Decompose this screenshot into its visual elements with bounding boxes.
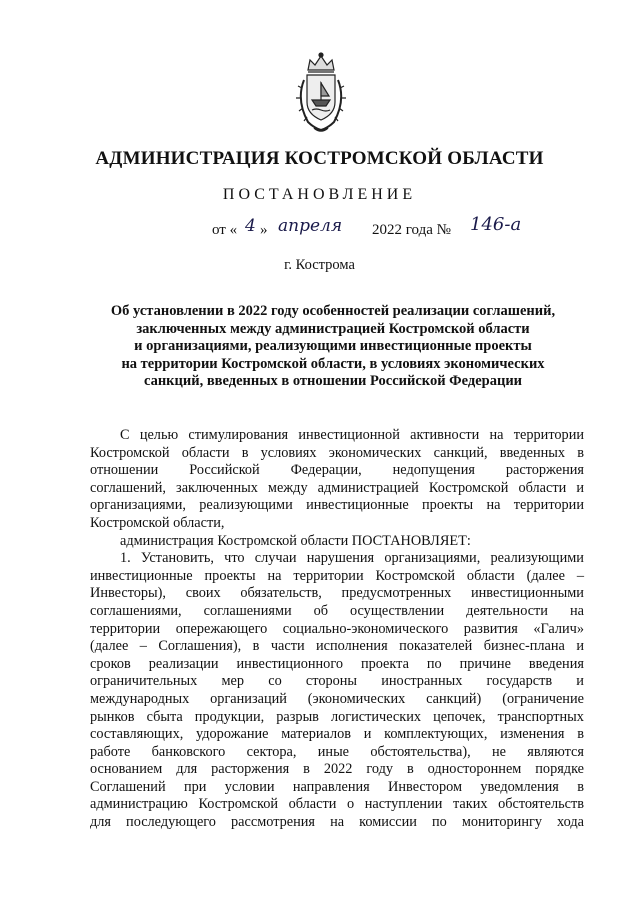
body-word: (далее	[526, 567, 565, 584]
body-line	[90, 744, 584, 762]
body-word: уведомления	[480, 778, 559, 795]
body-line	[90, 550, 584, 568]
body-line	[90, 691, 584, 709]
body-word: ограничительных	[90, 673, 198, 690]
body-word: хода	[557, 814, 584, 831]
body-word: со	[268, 673, 282, 690]
body-line	[90, 656, 584, 674]
body-line	[90, 709, 584, 727]
body-word: банковского	[151, 743, 226, 760]
body-word: Соглашений	[90, 778, 166, 795]
body-word: обязательств,	[240, 585, 322, 602]
body-word: по	[431, 814, 447, 831]
body-line	[90, 779, 584, 797]
body-word: на	[330, 814, 345, 831]
body-word: 2022	[323, 761, 353, 778]
body-word: наступлении	[364, 796, 443, 813]
body-word: комплектующих,	[384, 726, 488, 743]
body-word: Инвесторы),	[90, 585, 166, 602]
body-word: и	[363, 726, 372, 743]
body-word: организациями,	[384, 550, 481, 567]
title-line: и организациями, реализующими инвестиционные проекты	[134, 338, 532, 355]
body-word: на	[486, 497, 501, 514]
body-word: соглашений,	[90, 479, 166, 496]
date-quote-close: »	[260, 222, 268, 238]
body-word: таких	[452, 796, 488, 813]
date-month-handwritten: апреля	[278, 216, 343, 236]
body-word: развития	[463, 620, 518, 637]
body-word: части	[270, 638, 305, 655]
body-word: инвестиционные	[90, 567, 193, 584]
body-word: и	[576, 673, 584, 690]
body-line	[90, 533, 584, 551]
body-word: проекты	[422, 497, 474, 514]
body-word: для	[90, 814, 111, 831]
date-day-handwritten: 4	[245, 216, 256, 236]
body-word: транспортных	[497, 708, 584, 725]
body-word: С	[120, 427, 130, 443]
body-word: соглашениями	[203, 602, 292, 619]
title-line: заключенных между администрацией Костромской области	[136, 320, 530, 337]
body-word: последующего	[126, 814, 216, 831]
body-word: 1.	[120, 550, 131, 567]
body-word: введения	[528, 655, 584, 672]
body-word: –	[139, 638, 147, 655]
body-word: Федерации,	[290, 462, 362, 479]
body-line	[90, 568, 584, 586]
body-word: о	[347, 796, 355, 813]
city: г. Кострома	[284, 257, 355, 273]
title-line: Об установлении в 2022 году особенностей реализации соглашений,	[110, 303, 556, 319]
body-word: одностороннем	[427, 761, 522, 778]
body-word: администрацию	[90, 796, 188, 813]
body-line	[90, 585, 584, 603]
body-word: деятельности	[466, 602, 548, 619]
body-word: мониторингу	[461, 814, 542, 831]
document-number-handwritten: 146-а	[470, 214, 522, 235]
body-word: условии	[224, 778, 275, 795]
body-word: заключенных	[176, 479, 258, 496]
body-word: Костромской	[198, 796, 279, 813]
body-line	[90, 726, 584, 744]
body-word: являются	[527, 743, 584, 760]
body-word: обстоятельств	[498, 796, 584, 813]
body-line	[90, 796, 584, 814]
body-word: случаи	[254, 550, 297, 567]
body-word: территории	[513, 427, 584, 443]
body-word: Соглашения),	[158, 638, 242, 655]
body-word: реализации	[148, 655, 219, 672]
date-prefix: от «	[212, 222, 238, 238]
body-word: области	[466, 567, 515, 584]
body-word: обстоятельства),	[370, 743, 471, 760]
body-line	[90, 515, 584, 533]
body-word: расторжения	[505, 462, 584, 479]
body-word: в	[303, 761, 310, 778]
body-word: инвестиционными	[470, 585, 584, 602]
body-word: мер	[221, 673, 245, 690]
body-word: своих	[185, 585, 221, 602]
body-word: сектора,	[246, 743, 297, 760]
body-word: Костромской	[90, 444, 170, 461]
body-word: году	[366, 761, 394, 778]
body-word: государств	[486, 673, 553, 690]
body-word: (ограничение	[502, 690, 584, 707]
body-word: инвестиционного	[236, 655, 343, 672]
body-word: рассмотрения	[231, 814, 316, 831]
body-word: целью	[139, 427, 179, 443]
body-word: между	[267, 479, 308, 496]
body-word: проекты	[204, 567, 256, 584]
body-word: проекта	[360, 655, 409, 672]
body-word: соглашениями,	[90, 602, 182, 619]
body-word: инвестиционной	[298, 427, 400, 443]
body-word: стимулирования	[188, 427, 289, 443]
body-word: (экономических	[307, 690, 406, 707]
body-word: причине	[459, 655, 511, 672]
body-line	[90, 621, 584, 639]
body-word: и	[576, 638, 584, 655]
body-word: для	[176, 761, 198, 778]
body-word: предусмотренных	[341, 585, 452, 602]
body-line	[90, 761, 584, 779]
body-word: территории	[293, 567, 364, 584]
coat-of-arms-emblem	[294, 52, 348, 134]
body-line	[90, 462, 584, 480]
body-word: экономических	[328, 444, 422, 461]
body-word: изменения	[500, 726, 565, 743]
body-line	[90, 427, 584, 445]
body-word: составляющих,	[90, 726, 184, 743]
date-number-line	[212, 214, 572, 244]
body-word: территории	[513, 497, 584, 514]
title-line: на территории Костромской области, в условиях экономических	[121, 355, 545, 372]
body-word: расторжения	[211, 761, 290, 778]
body-word: по	[426, 655, 442, 672]
body-word: социально-экономического	[282, 620, 449, 637]
body-line	[90, 814, 584, 832]
body-word: комиссии	[359, 814, 417, 831]
body-text: Костромской области,	[90, 514, 225, 531]
body-word: удорожание	[196, 726, 269, 743]
body-word: нарушения	[306, 550, 375, 567]
body-word: опережающего	[175, 620, 268, 637]
body-word: в	[577, 778, 584, 795]
body-line	[90, 480, 584, 498]
body-word: материалов	[281, 726, 352, 743]
document-type: ПОСТАНОВЛЕНИЕ	[222, 186, 417, 203]
body-word: сроков	[90, 655, 131, 672]
body-word: в	[577, 726, 584, 743]
body-word: и	[576, 479, 584, 496]
body-word: Костромской	[428, 479, 509, 496]
body-word: работе	[90, 743, 131, 760]
body-word: иностранных	[381, 673, 463, 690]
body-word: на	[569, 602, 584, 619]
body-word: инвестиционные	[306, 497, 409, 514]
body-word: Установить,	[140, 550, 214, 567]
body-word: недопущения	[392, 462, 475, 479]
date-year-number-label: 2022 года №	[372, 222, 451, 238]
body-word: области	[181, 444, 230, 461]
title-line: санкций, введенных в отношении Российской Федерации	[143, 373, 523, 390]
body-line	[90, 497, 584, 515]
body-word: в	[577, 444, 584, 461]
body-word: рынков	[90, 708, 135, 725]
body-word: санкций)	[426, 690, 482, 707]
body-text: администрация Костромской области ПОСТАНОВЛЯЕТ:	[120, 532, 471, 549]
body-word: условиях	[260, 444, 317, 461]
body-word: на	[267, 567, 282, 584]
body-word: активности	[410, 427, 480, 443]
body-word: логистических	[330, 708, 422, 725]
body-word: цепочек,	[433, 708, 486, 725]
body-word: исполнения	[316, 638, 388, 655]
body-word: области	[518, 479, 567, 496]
body-word: разрыв	[276, 708, 319, 725]
body-word: организаций	[210, 690, 287, 707]
body-word: продукции,	[194, 708, 265, 725]
organization-name: АДМИНИСТРАЦИЯ КОСТРОМСКОЙ ОБЛАСТИ	[95, 148, 544, 169]
body-word: –	[576, 567, 584, 584]
document-body	[90, 427, 584, 832]
body-word: сбыта	[146, 708, 183, 725]
body-word: «Галич»	[533, 620, 584, 637]
body-word: об	[313, 602, 329, 619]
body-word: порядке	[535, 761, 584, 778]
body-word: организациями,	[90, 497, 186, 514]
body-word: санкций,	[433, 444, 488, 461]
body-word: реализующими	[490, 550, 584, 567]
body-word: реализующими	[199, 497, 293, 514]
body-line	[90, 445, 584, 463]
body-word: на	[489, 427, 504, 443]
body-line	[90, 638, 584, 656]
body-word: что	[224, 550, 245, 567]
body-word: в	[241, 444, 249, 461]
body-word: введенных	[499, 444, 566, 461]
body-word: основанием	[90, 761, 163, 778]
body-word: не	[491, 743, 506, 760]
body-word: территории	[90, 620, 161, 637]
body-word: направления	[292, 778, 370, 795]
body-word: при	[183, 778, 207, 795]
body-word: отношении	[90, 462, 159, 479]
body-word: Российской	[189, 462, 260, 479]
document-title	[88, 303, 578, 391]
body-word: стороны	[305, 673, 358, 690]
body-word: в	[252, 638, 260, 655]
body-line	[90, 673, 584, 691]
body-word: в	[406, 761, 414, 778]
body-word: Инвестором	[388, 778, 463, 795]
body-word: осуществлении	[350, 602, 445, 619]
body-word: (далее	[90, 638, 129, 655]
body-word: показателей	[399, 638, 473, 655]
body-word: международных	[90, 690, 190, 707]
body-word: иные	[317, 743, 350, 760]
body-word: области	[288, 796, 337, 813]
body-word: администрацией	[317, 479, 419, 496]
body-line	[90, 603, 584, 621]
body-word: Костромской	[375, 567, 456, 584]
body-word: бизнес-плана	[483, 638, 565, 655]
